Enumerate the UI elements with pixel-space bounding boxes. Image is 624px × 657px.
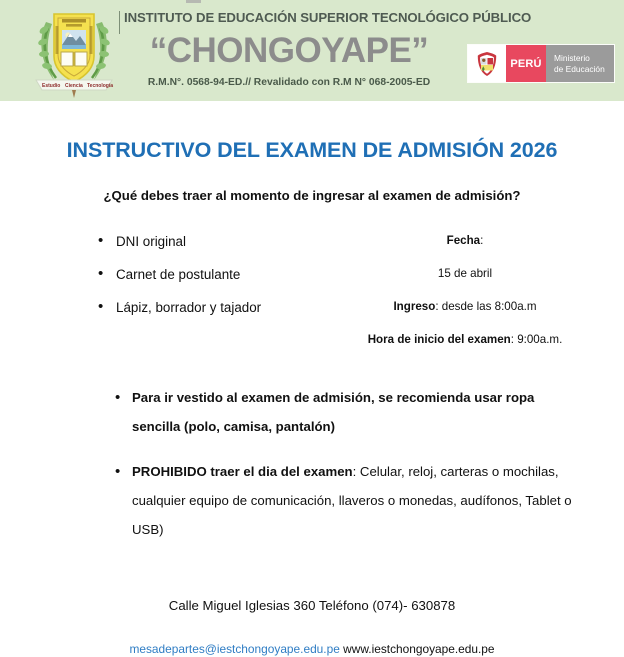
ministry-country-label: PERÚ [506,45,546,82]
schedule-entry-row [330,299,600,315]
ministry-name-line1: Ministerio [554,53,590,63]
footer-email-link[interactable]: mesadepartes@iestchongoyape.edu.pe [129,642,340,656]
page-title: INSTRUCTIVO DEL EXAMEN DE ADMISIÓN 2026 [66,138,558,162]
schedule-date-label: Fecha [446,234,481,247]
list-item: • DNI original [96,233,330,251]
footer-address: Calle Miguel Iglesias 360 Teléfono (074)- 630878 [168,598,456,613]
schedule-date-separator: : [480,234,484,247]
bring-items-column [0,233,330,332]
svg-text:Tecnología: Tecnología [87,83,114,89]
peru-coat-of-arms-icon [468,45,506,82]
document-body [0,101,624,657]
bring-items-list [96,233,330,317]
schedule-entry-value: desde las 8:00a.m [438,300,537,313]
resolution-line: R.M.N°. 0568-94-ED.// Revalidado con R.M N° 068-2005-ED [147,77,431,88]
document-footer [0,560,624,657]
svg-text:Estudio: Estudio [42,83,61,89]
institution-line: INSTITUTO DE EDUCACIÓN SUPERIOR TECNOLÓGICO PÚBLICO [124,10,532,25]
ministry-name-label [546,45,614,82]
notice-prohibited-bold: PROHIBIDO traer el dia del examen [132,464,353,479]
schedule-column [330,233,624,348]
ministry-of-education-logo [468,45,614,82]
requirements-and-schedule-row [0,205,624,348]
list-item: • Carnet de postulante [96,266,330,284]
ministry-name-line2: de Educación [554,63,605,74]
schedule-date-label-row [330,233,600,249]
top-edge-artifact [186,0,201,3]
footer-website: www.iestchongoyape.edu.pe [343,642,495,656]
schedule-start-row [330,332,600,348]
school-name: “CHONGOYAPE” [149,31,429,70]
notices-list [0,383,624,544]
schedule-date-value: 15 de abril [437,267,493,280]
schedule-entry-separator: : [435,300,439,313]
list-item [132,383,584,441]
schedule-entry-label: Ingreso [393,300,436,313]
svg-text:Ciencia: Ciencia [65,83,83,89]
list-item: • Lápiz, borrador y tajador [96,299,330,317]
schedule-start-value: 9:00a.m. [513,333,563,346]
requirements-question: ¿Qué debes traer al momento de ingresar al examen de admisión? [103,188,521,203]
document-header-band [0,0,624,101]
institutional-crest-icon [32,4,116,100]
notices-section [0,348,624,544]
footer-contact-line [0,615,624,657]
schedule-date-value-row [330,266,600,282]
list-item [132,457,584,544]
schedule-start-separator: : [510,333,514,346]
notice-dress-code-bold: Para ir vestido al examen de admisión, se recomienda usar ropa sencilla (polo, camisa, pantalón) [132,390,535,434]
schedule-start-label: Hora de inicio del examen [367,333,511,346]
notice-prohibited-rest: : Celular, reloj, carteras o mochilas, cualquier equipo de comunicación, llaveros o monedas, audífonos, Tablet o USB) [132,464,572,537]
